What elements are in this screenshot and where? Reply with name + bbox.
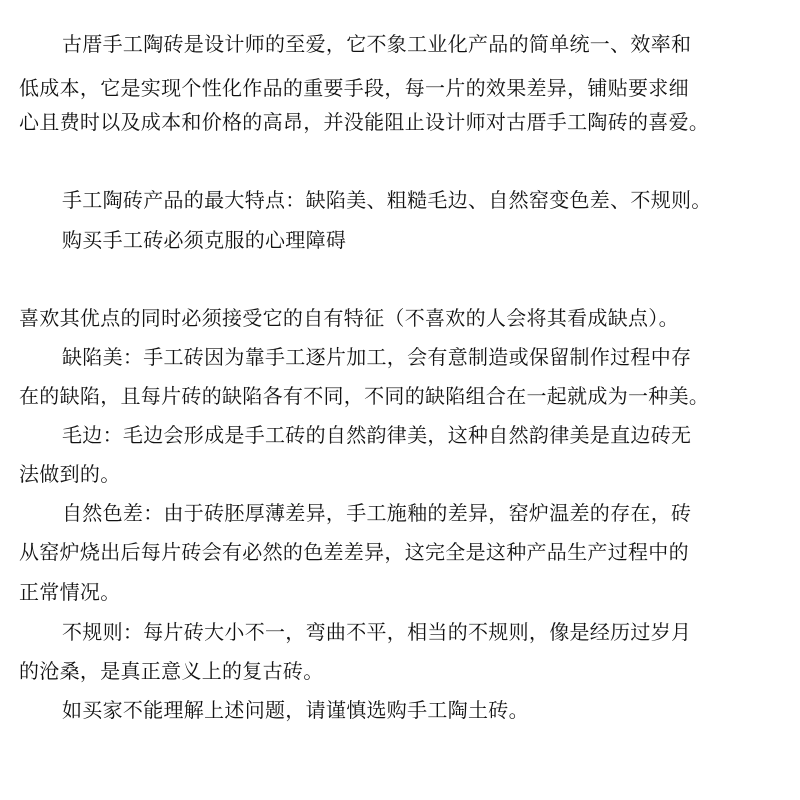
text-line: 的沧桑，是真正意义上的复古砖。 <box>19 659 324 683</box>
text-line: 法做到的。 <box>19 462 121 486</box>
text-line: 正常情况。 <box>19 580 121 604</box>
text-line: 喜欢其优点的同时必须接受它的自有特征（不喜欢的人会将其看成缺点）。 <box>19 306 679 330</box>
text-line: 手工陶砖产品的最大特点：缺陷美、粗糙毛边、自然窑变色差、不规则。 <box>62 188 712 212</box>
text-line: 缺陷美：手工砖因为靠手工逐片加工，会有意制造或保留制作过程中存 <box>62 345 692 369</box>
text-line: 自然色差：由于砖胚厚薄差异，手工施釉的差异，窑炉温差的存在，砖 <box>62 501 692 525</box>
text-line: 在的缺陷，且每片砖的缺陷各有不同，不同的缺陷组合在一起就成为一种美。 <box>19 384 710 408</box>
text-line: 低成本，它是实现个性化作品的重要手段，每一片的效果差异，铺贴要求细 <box>19 76 689 100</box>
text-line: 心且费时以及成本和价格的高昂，并没能阻止设计师对古厝手工陶砖的喜爱。 <box>19 110 710 134</box>
text-line: 不规则：每片砖大小不一，弯曲不平，相当的不规则，像是经历过岁月 <box>62 620 692 644</box>
text-line: 从窑炉烧出后每片砖会有必然的色差差异，这完全是这种产品生产过程中的 <box>19 540 689 564</box>
text-line: 如买家不能理解上述问题，请谨慎选购手工陶土砖。 <box>62 698 529 722</box>
text-line: 购买手工砖必须克服的心理障碍 <box>62 228 347 252</box>
text-line: 毛边：毛边会形成是手工砖的自然韵律美，这种自然韵律美是直边砖无 <box>62 423 692 447</box>
text-line: 古厝手工陶砖是设计师的至爱，它不象工业化产品的简单统一、效率和 <box>62 32 692 56</box>
